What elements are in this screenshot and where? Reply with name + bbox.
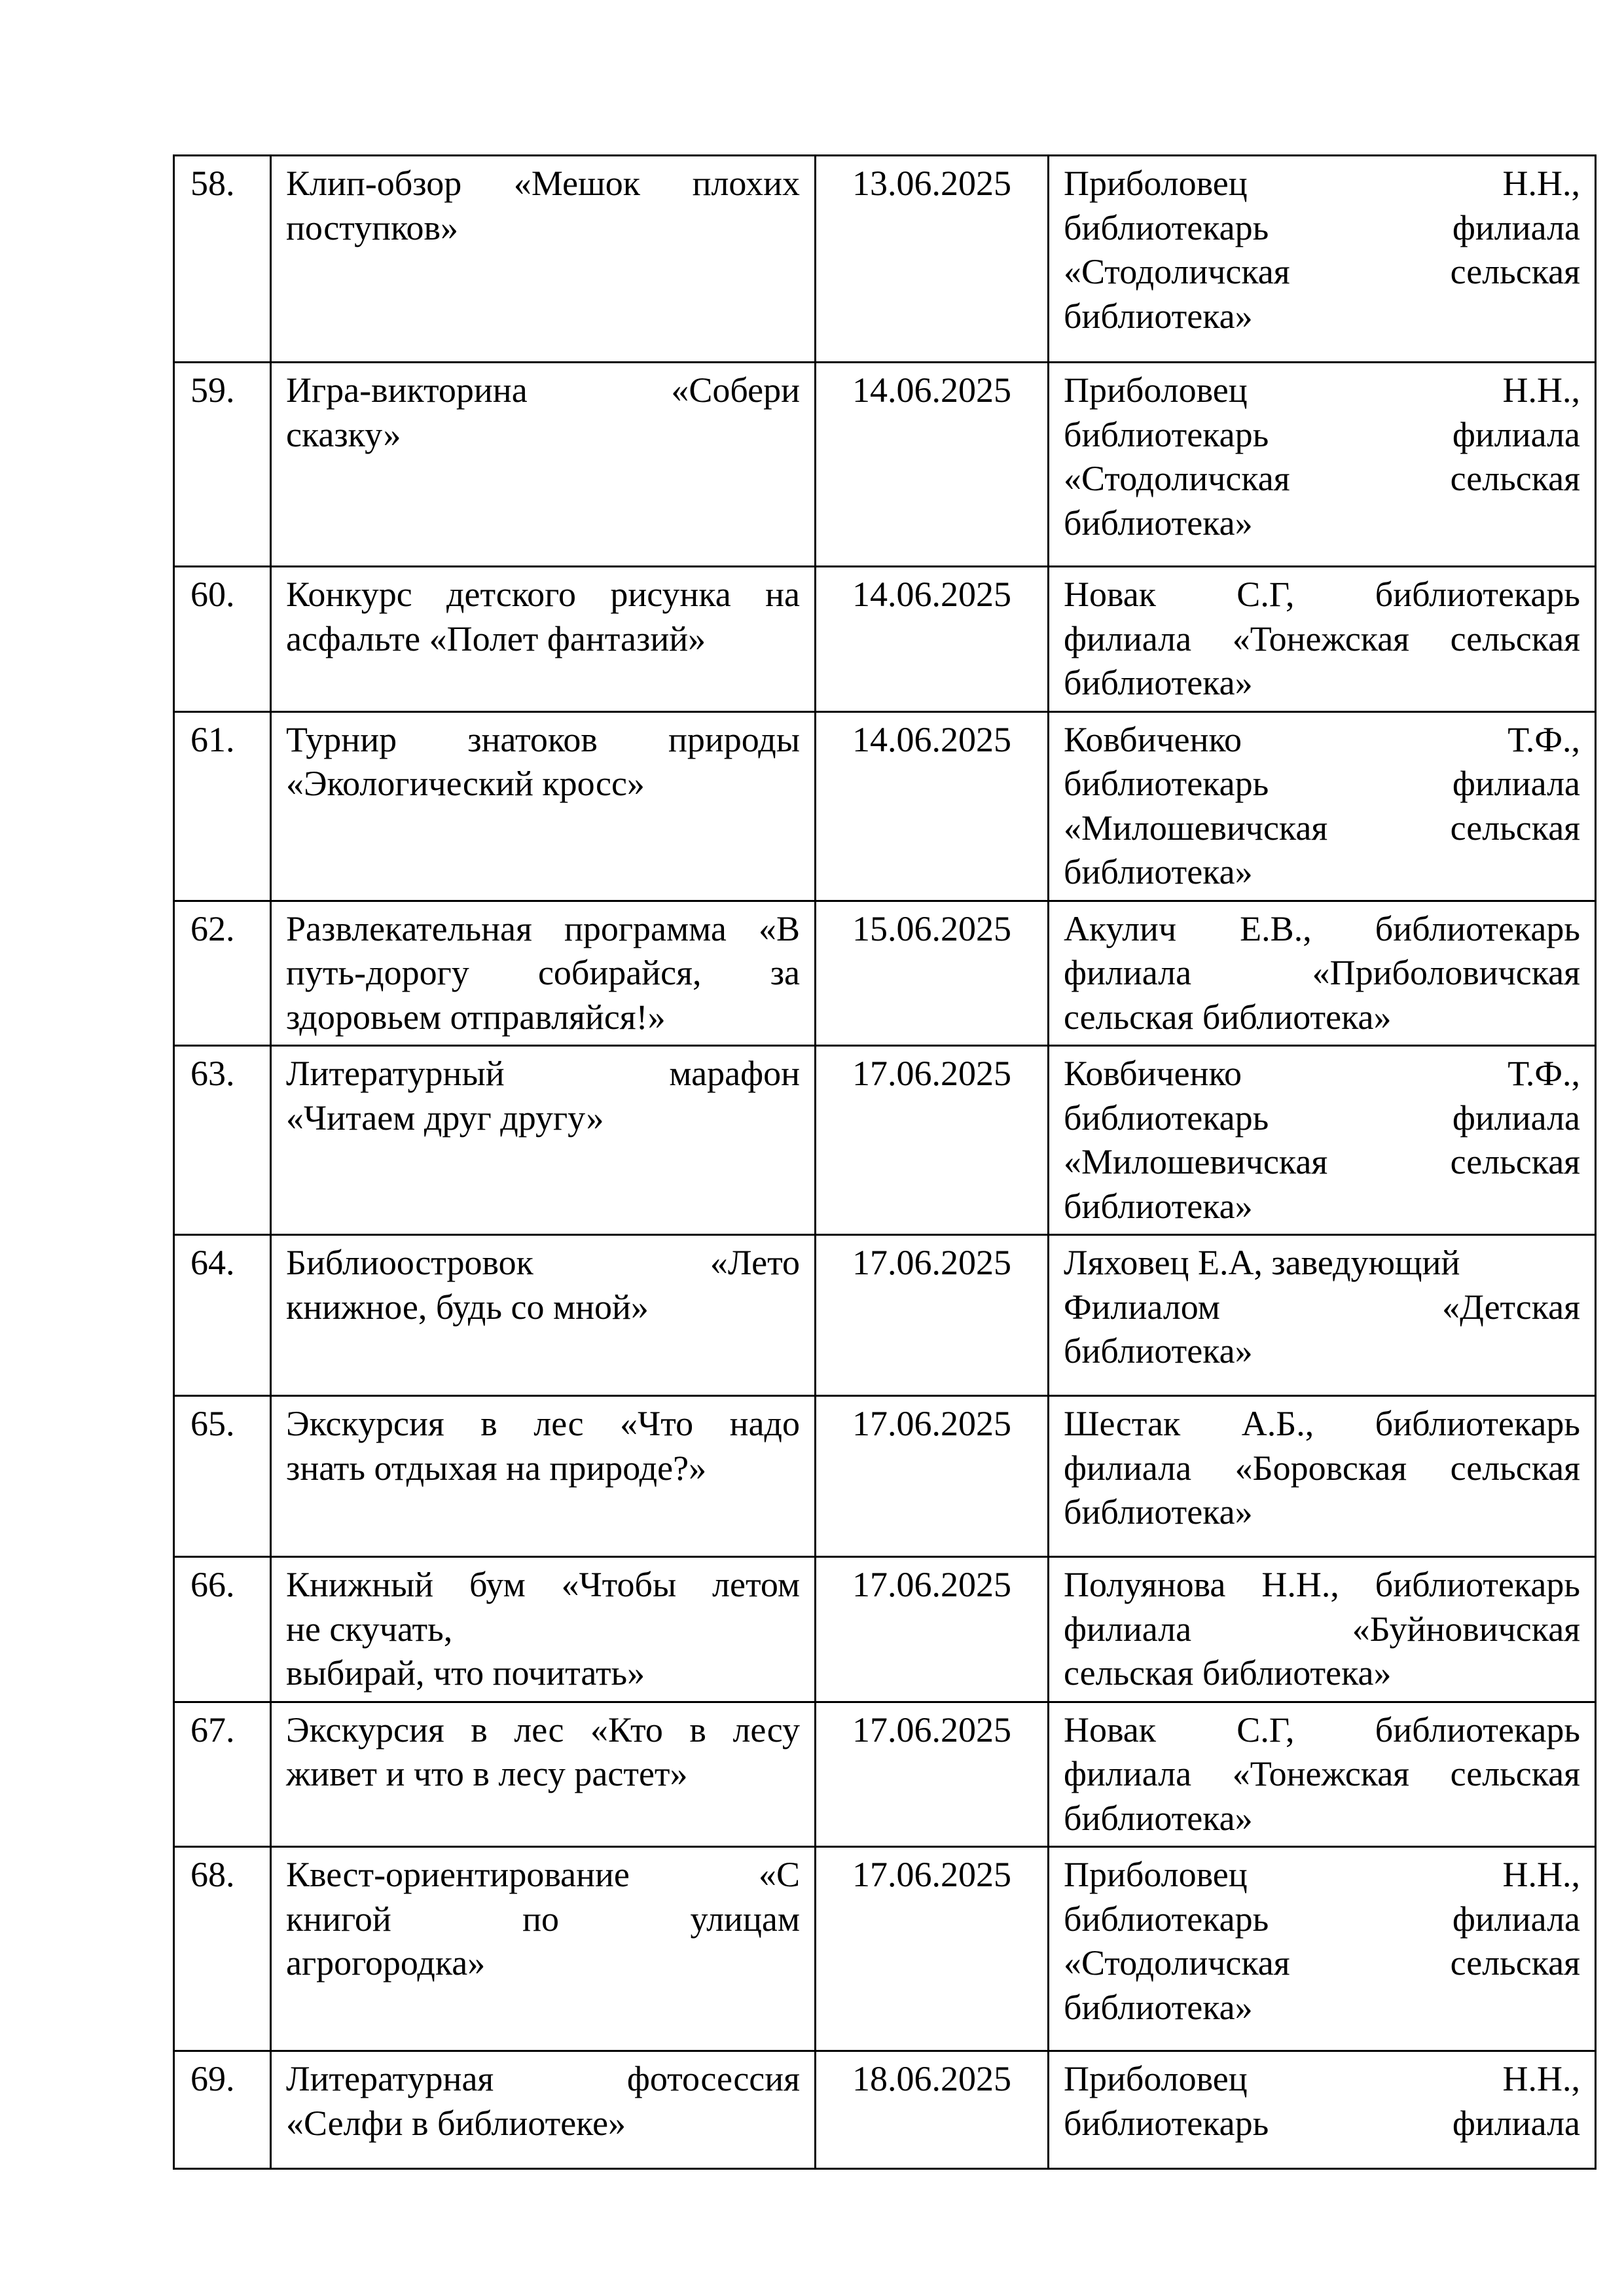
row-number: 59. (174, 363, 271, 567)
row-number: 65. (174, 1396, 271, 1557)
event-title: Литературный марафон «Читаем друг другу» (271, 1046, 816, 1235)
event-title: Библиоостровок «Лето книжное, будь со мной» (271, 1235, 816, 1396)
row-number: 63. (174, 1046, 271, 1235)
row-number: 61. (174, 711, 271, 901)
event-title: Экскурсия в лес «Кто в лесу живет и что в лесу растет» (271, 1702, 816, 1847)
event-date: 14.06.2025 (816, 567, 1049, 712)
table-row (174, 2051, 1596, 2169)
event-responsible: Ляховец Е.А, заведующий Филиалом «Детская библиотека» (1049, 1235, 1596, 1396)
event-date: 17.06.2025 (816, 1046, 1049, 1235)
event-date: 13.06.2025 (816, 156, 1049, 363)
row-number: 69. (174, 2051, 271, 2169)
event-responsible: Шестак А.Б., библиотекарь филиала «Боровская сельская библиотека» (1049, 1396, 1596, 1557)
event-title: Игра-викторина «Собери сказку» (271, 363, 816, 567)
event-title: Развлекательная программа «В путь-дорогу собирайся, за здоровьем отправляйся!» (271, 901, 816, 1046)
event-responsible: Акулич Е.В., библиотекарь филиала «Приболовичская сельская библиотека» (1049, 901, 1596, 1046)
table-row (174, 1557, 1596, 1702)
table-row (174, 711, 1596, 901)
event-title: Турнир знатоков природы «Экологический кросс» (271, 711, 816, 901)
event-date: 14.06.2025 (816, 711, 1049, 901)
table-row (174, 156, 1596, 363)
table-row (174, 901, 1596, 1046)
table-row (174, 1702, 1596, 1847)
event-title: Книжный бум «Чтобы летом не скучать, выбирай, что почитать» (271, 1557, 816, 1702)
table-row (174, 1847, 1596, 2051)
event-date: 17.06.2025 (816, 1396, 1049, 1557)
event-responsible: Приболовец Н.Н., библиотекарь филиала «Стодоличская сельская библиотека» (1049, 363, 1596, 567)
event-responsible: Новак С.Г, библиотекарь филиала «Тонежская сельская библиотека» (1049, 567, 1596, 712)
events-table (173, 154, 1597, 2170)
event-title: Литературная фотосессия «Селфи в библиотеке» (271, 2051, 816, 2169)
event-responsible: Ковбиченко Т.Ф., библиотекарь филиала «Милошевичская сельская библиотека» (1049, 1046, 1596, 1235)
event-responsible: Приболовец Н.Н., библиотекарь филиала (1049, 2051, 1596, 2169)
event-title: Квест-ориентирование «С книгой по улицам агрогородка» (271, 1847, 816, 2051)
row-number: 62. (174, 901, 271, 1046)
event-date: 14.06.2025 (816, 363, 1049, 567)
event-title: Конкурс детского рисунка на асфальте «Полет фантазий» (271, 567, 816, 712)
event-responsible: Новак С.Г, библиотекарь филиала «Тонежская сельская библиотека» (1049, 1702, 1596, 1847)
event-responsible: Приболовец Н.Н., библиотекарь филиала «Стодоличская сельская библиотека» (1049, 156, 1596, 363)
event-responsible: Приболовец Н.Н., библиотекарь филиала «Стодоличская сельская библиотека» (1049, 1847, 1596, 2051)
event-date: 17.06.2025 (816, 1557, 1049, 1702)
event-date: 17.06.2025 (816, 1235, 1049, 1396)
table-row (174, 1046, 1596, 1235)
table-row (174, 1396, 1596, 1557)
row-number: 68. (174, 1847, 271, 2051)
event-date: 18.06.2025 (816, 2051, 1049, 2169)
row-number: 67. (174, 1702, 271, 1847)
table-row (174, 1235, 1596, 1396)
table-row (174, 567, 1596, 712)
table-row (174, 363, 1596, 567)
event-title: Клип-обзор «Мешок плохих поступков» (271, 156, 816, 363)
event-responsible: Ковбиченко Т.Ф., библиотекарь филиала «Милошевичская сельская библиотека» (1049, 711, 1596, 901)
event-date: 17.06.2025 (816, 1702, 1049, 1847)
event-date: 17.06.2025 (816, 1847, 1049, 2051)
event-date: 15.06.2025 (816, 901, 1049, 1046)
row-number: 58. (174, 156, 271, 363)
row-number: 64. (174, 1235, 271, 1396)
event-title: Экскурсия в лес «Что надо знать отдыхая на природе?» (271, 1396, 816, 1557)
events-table-body (174, 156, 1596, 2169)
row-number: 60. (174, 567, 271, 712)
event-responsible: Полуянова Н.Н., библиотекарь филиала «Буйновичская сельская библиотека» (1049, 1557, 1596, 1702)
row-number: 66. (174, 1557, 271, 1702)
